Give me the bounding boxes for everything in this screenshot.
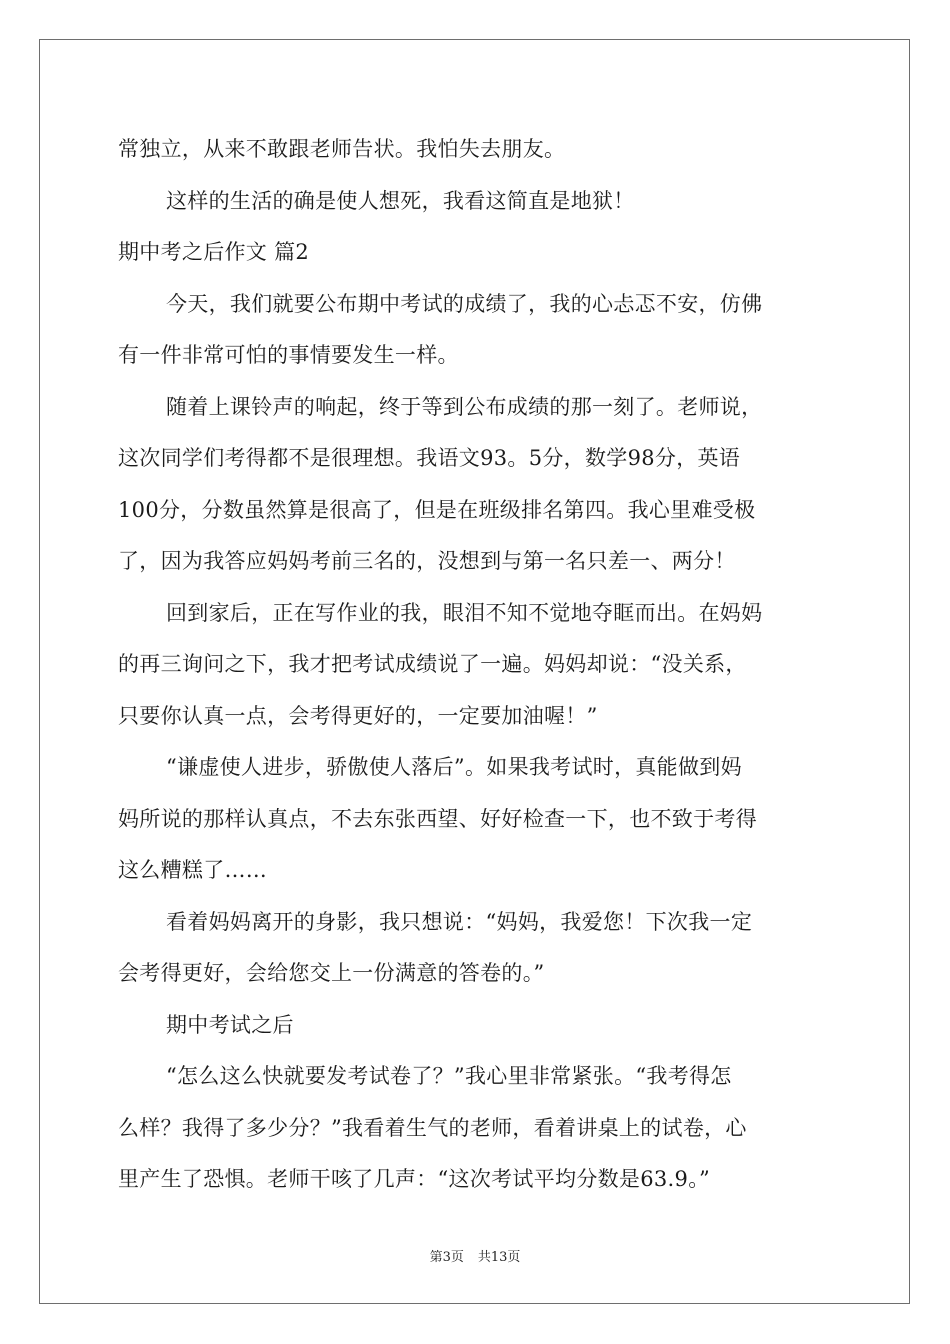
text-line: 回到家后，正在写作业的我，眼泪不知不觉地夺眶而出。在妈妈 — [166, 600, 763, 625]
text-line: 100分，分数虽然算是很高了，但是在班级排名第四。我心里难受极 — [118, 497, 756, 522]
text-line: 随着上课铃声的响起，终于等到公布成绩的那一刻了。老师说， — [166, 394, 763, 419]
page-total: 共13页 — [477, 1250, 521, 1265]
text-line: 的再三询问之下，我才把考试成绩说了一遍。妈妈却说：“没关系， — [118, 652, 747, 676]
text-line: 会考得更好，会给您交上一份满意的答卷的。” — [118, 961, 545, 985]
text-line: 这样的生活的确是使人想死，我看这简直是地狱！ — [166, 188, 635, 213]
text-line: 只要你认真一点，会考得更好的，一定要加油喔！” — [118, 703, 598, 728]
text-line: 这次同学们考得都不是很理想。我语文93。5分，数学98分，英语 — [118, 446, 741, 470]
page-footer — [0, 1246, 950, 1265]
text-line: 有一件非常可怕的事情要发生一样。 — [118, 343, 459, 367]
document-body — [118, 127, 834, 1209]
text-line: 么样？我得了多少分？”我看着生气的老师，看着讲桌上的试卷，心 — [118, 1115, 747, 1140]
text-line: 常独立，从来不敢跟老师告状。我怕失去朋友。 — [118, 137, 566, 161]
text-line: 期中考试之后 — [166, 1012, 294, 1037]
text-line: 期中考之后作文 篇2 — [118, 240, 310, 264]
text-line: 这么糟糕了…… — [118, 858, 268, 882]
text-line: 妈所说的那样认真点，不去东张西望、好好检查一下，也不致于考得 — [118, 806, 757, 831]
text-line: “谦虚使人进步，骄傲使人落后”。如果我考试时，真能做到妈 — [166, 755, 742, 779]
text-line: 看着妈妈离开的身影，我只想说：“妈妈，我爱您！下次我一定 — [166, 909, 753, 934]
text-line: “怎么这么快就要发考试卷了？”我心里非常紧张。“我考得怎 — [166, 1064, 732, 1088]
page-number: 第3页 — [429, 1250, 464, 1265]
text-line: 了，因为我答应妈妈考前三名的，没想到与第一名只差一、两分！ — [118, 549, 736, 573]
text-line: 今天，我们就要公布期中考试的成绩了，我的心忐忑不安，仿佛 — [166, 291, 763, 316]
text-line: 里产生了恐惧。老师干咳了几声：“这次考试平均分数是63.9。” — [118, 1167, 711, 1191]
